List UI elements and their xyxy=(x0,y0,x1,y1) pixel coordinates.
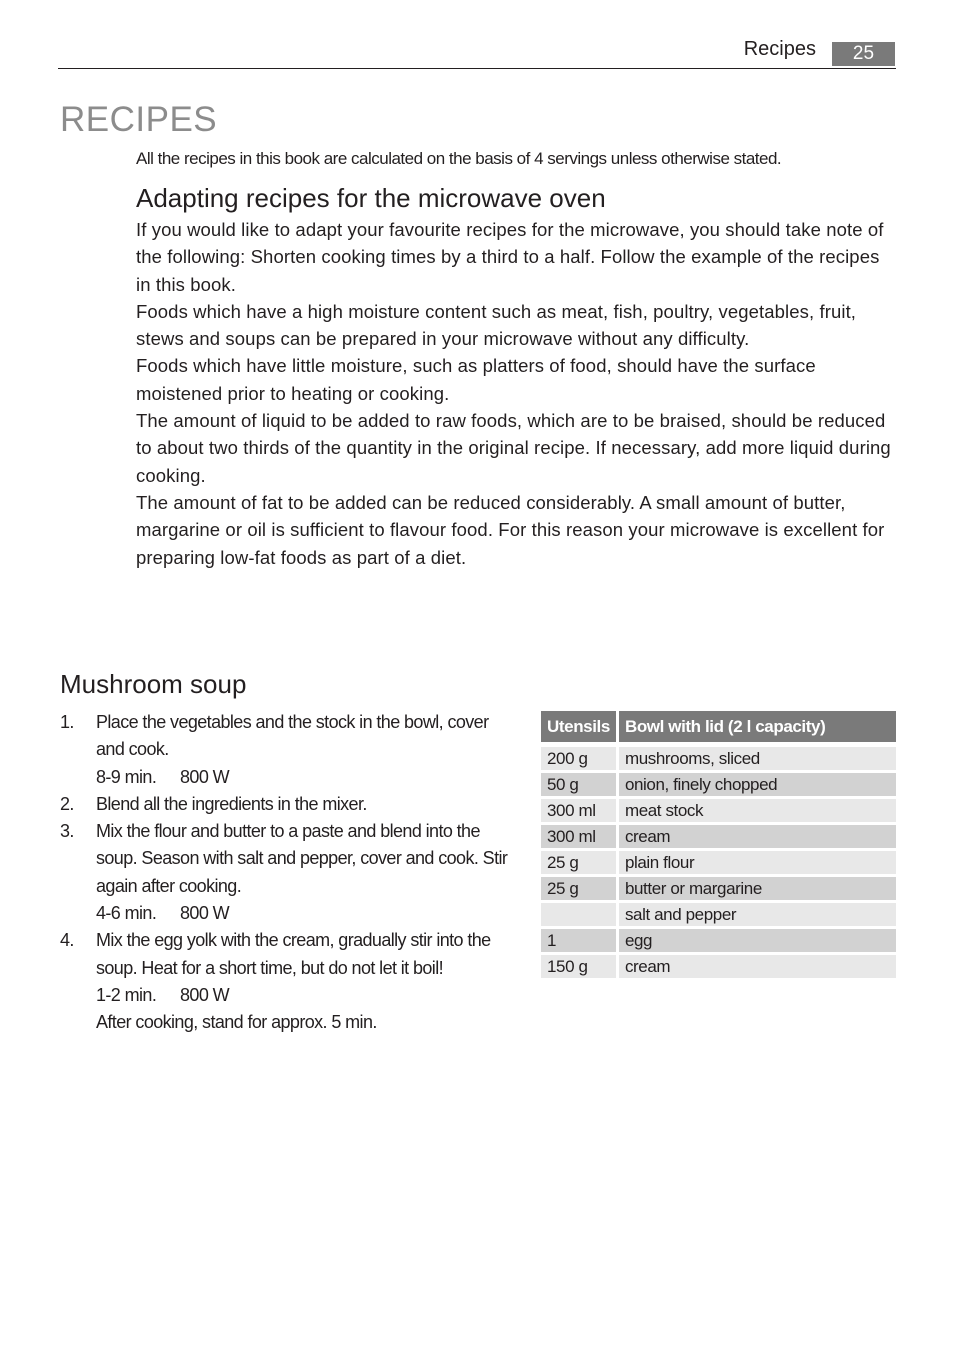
step-power: 800 W xyxy=(180,984,230,1005)
ingredient-name: plain flour xyxy=(619,851,896,877)
adapting-heading: Adapting recipes for the microwave oven xyxy=(136,183,606,213)
ingredient-quantity: 25 g xyxy=(541,851,619,877)
ingredient-name: cream xyxy=(619,825,896,851)
recipe-step xyxy=(60,818,520,927)
step-text: Mix the egg yolk with the cream, gradually stir into the soup. Heat for a short time, but do not let it boil! xyxy=(96,930,491,978)
table-row xyxy=(541,929,896,955)
step-note: After cooking, stand for approx. 5 min. xyxy=(96,1012,377,1033)
step-number: 1. xyxy=(60,712,74,732)
step-text: Mix the flour and butter to a paste and blend into the soup. Season with salt and pepper, cover and cook. Stir again after cooking. xyxy=(96,821,508,896)
recipe-step xyxy=(60,927,520,1036)
step-timing xyxy=(96,982,520,1009)
step-power: 800 W xyxy=(180,903,230,924)
ingredient-quantity: 50 g xyxy=(541,773,619,799)
table-row xyxy=(541,851,896,877)
recipe-heading: Mushroom soup xyxy=(60,669,247,699)
header-divider xyxy=(58,68,896,69)
adapting-paragraph: The amount of fat to be added can be reduced considerably. A small amount of butter, margarine or oil is sufficient to flavour food. For this reason your microwave is excellent for preparing low-fat foods as part of a diet. xyxy=(136,491,885,568)
step-timing xyxy=(96,900,520,927)
page-number-badge: 25 xyxy=(832,42,895,66)
table-row xyxy=(541,877,896,903)
step-time: 8-9 min. xyxy=(96,766,157,787)
utensils-value-header: Bowl with lid (2 l capacity) xyxy=(619,711,896,747)
table-row xyxy=(541,747,896,773)
ingredient-name: salt and pepper xyxy=(619,903,896,929)
ingredient-quantity: 25 g xyxy=(541,877,619,903)
recipe-steps xyxy=(60,709,520,1037)
table-row xyxy=(541,903,896,929)
step-number: 3. xyxy=(60,821,74,842)
ingredients-table xyxy=(541,711,896,981)
adapting-paragraph: Foods which have a high moisture content such as meat, fish, poultry, vegetables, fruit, stews and soups can be prepared in your microwave without any difficulty. xyxy=(136,300,857,350)
intro-text: All the recipes in this book are calculated on the basis of 4 servings unless otherwise stated. xyxy=(136,149,782,168)
ingredient-quantity: 200 g xyxy=(541,747,619,773)
step-number: 2. xyxy=(60,793,74,814)
adapting-body xyxy=(136,216,898,571)
step-time: 4-6 min. xyxy=(96,903,157,924)
ingredient-name: onion, finely chopped xyxy=(619,773,896,799)
adapting-paragraph: If you would like to adapt your favourite recipes for the microwave, you should take note of the following: Shorten cooking times by a third to a half. Follow the example of the recipes in this book. xyxy=(136,219,884,295)
ingredient-quantity: 300 ml xyxy=(541,799,619,825)
ingredient-name: butter or margarine xyxy=(619,877,896,903)
step-power: 800 W xyxy=(180,766,230,787)
adapting-paragraph: The amount of liquid to be added to raw foods, which are to be braised, should be reduced to about two thirds of the quantity in the original recipe. If necessary, add more liquid during cooking. xyxy=(136,410,891,486)
ingredient-name: mushrooms, sliced xyxy=(619,747,896,773)
step-number: 4. xyxy=(60,930,74,951)
recipe-step xyxy=(60,791,520,818)
ingredient-quantity: 300 ml xyxy=(541,825,619,851)
ingredient-name: egg xyxy=(619,929,896,955)
step-text: Blend all the ingredients in the mixer. xyxy=(96,793,367,814)
table-row xyxy=(541,825,896,851)
table-row xyxy=(541,773,896,799)
page-title: RECIPES xyxy=(60,100,218,139)
utensils-header: Utensils xyxy=(541,711,619,747)
step-text: Place the vegetables and the stock in the bowl, cover and cook. xyxy=(96,712,489,760)
adapting-paragraph: Foods which have little moisture, such as platters of food, should have the surface moistened prior to heating or cooking. xyxy=(136,355,816,404)
ingredient-name: cream xyxy=(619,955,896,981)
recipe-step xyxy=(60,709,520,791)
ingredient-name: meat stock xyxy=(619,799,896,825)
step-timing xyxy=(96,764,520,791)
table-row xyxy=(541,955,896,981)
step-time: 1-2 min. xyxy=(96,984,157,1005)
header-section-title: Recipes xyxy=(743,38,816,60)
table-header-row xyxy=(541,711,896,747)
ingredient-quantity xyxy=(541,903,619,929)
ingredient-quantity: 150 g xyxy=(541,955,619,981)
ingredient-quantity: 1 xyxy=(541,929,619,955)
table-row xyxy=(541,799,896,825)
